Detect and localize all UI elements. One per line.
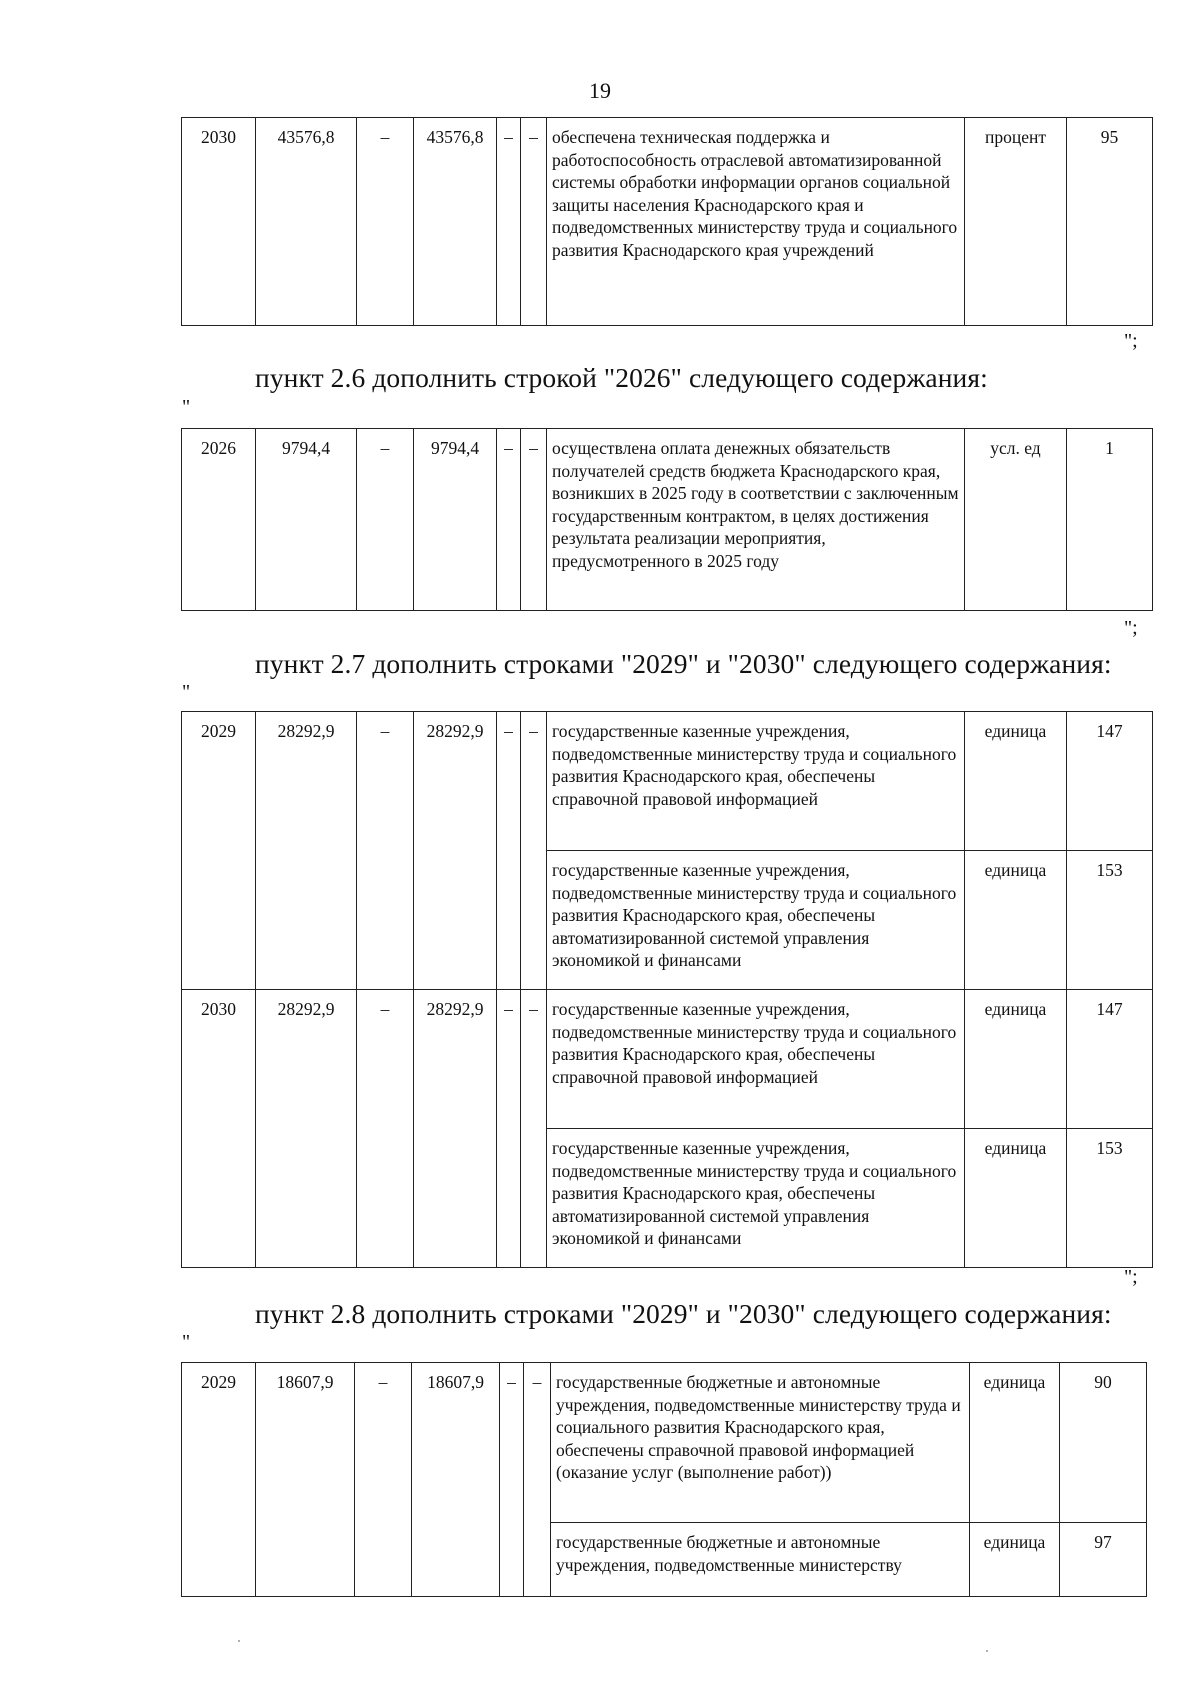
dash-cell: – xyxy=(500,1363,524,1597)
total-cell: 9794,4 xyxy=(256,429,357,611)
dash-cell: – xyxy=(521,712,547,990)
opening-quote: " xyxy=(182,396,191,418)
total-cell: 28292,9 xyxy=(256,990,357,1268)
unit-cell: единица xyxy=(970,1363,1060,1523)
table-row xyxy=(182,712,1153,851)
table-continuation xyxy=(181,117,1153,326)
result-description: государственные казенные учреждения, подведомственные министерству труда и социального развития Краснодарского края, обеспечены справочной правовой информацией xyxy=(547,712,965,851)
amendment-heading-2-6: пункт 2.6 дополнить строкой "2026" следующего содержания: xyxy=(255,362,988,393)
table-2-6 xyxy=(181,428,1153,611)
dash-cell: – xyxy=(497,429,521,611)
closing-quote: "; xyxy=(1124,330,1138,352)
amount-cell: 43576,8 xyxy=(414,118,497,326)
dash-cell: – xyxy=(521,429,547,611)
value-cell: 95 xyxy=(1067,118,1153,326)
result-description: государственные бюджетные и автономные учреждения, подведомственные министерству труда и социального развития Краснодарского края, обеспечены справочной правовой информацией (оказание услуг (выполнение работ)) xyxy=(551,1363,970,1523)
amendment-heading-2-8: пункт 2.8 дополнить строками "2029" и "2030" следующего содержания: xyxy=(255,1298,1112,1329)
amendment-heading-2-7: пункт 2.7 дополнить строками "2029" и "2030" следующего содержания: xyxy=(255,648,1112,679)
value-cell: 1 xyxy=(1067,429,1153,611)
table-2-8 xyxy=(181,1362,1147,1597)
opening-quote: " xyxy=(182,681,191,703)
dash-cell: – xyxy=(355,1363,412,1597)
total-cell: 18607,9 xyxy=(256,1363,355,1597)
dash-cell: – xyxy=(521,990,547,1268)
amount-cell: 28292,9 xyxy=(414,712,497,990)
year-cell: 2026 xyxy=(182,429,256,611)
dash-cell: – xyxy=(497,712,521,990)
unit-cell: процент xyxy=(965,118,1067,326)
dash-cell: – xyxy=(357,118,414,326)
unit-cell: единица xyxy=(970,1523,1060,1597)
dash-cell: – xyxy=(357,712,414,990)
closing-quote: "; xyxy=(1124,1266,1138,1288)
result-description: осуществлена оплата денежных обязательств получателей средств бюджета Краснодарского края, возникших в 2025 году в соответствии с заключенным государственным контрактом, в целях достижения результата реализации мероприятия, предусмотренного в 2025 году xyxy=(547,429,965,611)
value-cell: 147 xyxy=(1067,990,1153,1129)
year-cell: 2029 xyxy=(182,712,256,990)
amount-cell: 9794,4 xyxy=(414,429,497,611)
table-2-7 xyxy=(181,711,1153,1268)
year-cell: 2030 xyxy=(182,118,256,326)
total-cell: 28292,9 xyxy=(256,712,357,990)
result-description: государственные казенные учреждения, подведомственные министерству труда и социального развития Краснодарского края, обеспечены справочной правовой информацией xyxy=(547,990,965,1129)
year-cell: 2029 xyxy=(182,1363,256,1597)
unit-cell: единица xyxy=(965,712,1067,851)
page-number: 19 xyxy=(589,78,611,103)
closing-quote: "; xyxy=(1124,617,1138,639)
table-row xyxy=(182,990,1153,1129)
amount-cell: 28292,9 xyxy=(414,990,497,1268)
dash-cell: – xyxy=(357,990,414,1268)
amount-cell: 18607,9 xyxy=(412,1363,500,1597)
table-row xyxy=(182,1363,1147,1523)
result-description: государственные казенные учреждения, подведомственные министерству труда и социального развития Краснодарского края, обеспечены автоматизированной системой управления экономикой и финансами xyxy=(547,851,965,990)
table-row xyxy=(182,118,1153,326)
value-cell: 153 xyxy=(1067,1129,1153,1268)
unit-cell: усл. ед xyxy=(965,429,1067,611)
scan-speck xyxy=(986,1650,988,1652)
dash-cell: – xyxy=(497,990,521,1268)
value-cell: 97 xyxy=(1060,1523,1147,1597)
result-description: государственные бюджетные и автономные учреждения, подведомственные министерству xyxy=(551,1523,970,1597)
year-cell: 2030 xyxy=(182,990,256,1268)
dash-cell: – xyxy=(357,429,414,611)
result-description: обеспечена техническая поддержка и работоспособность отраслевой автоматизированной системы обработки информации органов социальной защиты населения Краснодарского края и подведомственных министерству труда и социального развития Краснодарского края учреждений xyxy=(547,118,965,326)
value-cell: 153 xyxy=(1067,851,1153,990)
scan-speck xyxy=(238,1640,240,1642)
result-description: государственные казенные учреждения, подведомственные министерству труда и социального развития Краснодарского края, обеспечены автоматизированной системой управления экономикой и финансами xyxy=(547,1129,965,1268)
unit-cell: единица xyxy=(965,1129,1067,1268)
dash-cell: – xyxy=(497,118,521,326)
table-row xyxy=(182,429,1153,611)
dash-cell: – xyxy=(524,1363,551,1597)
opening-quote: " xyxy=(182,1331,191,1353)
value-cell: 147 xyxy=(1067,712,1153,851)
unit-cell: единица xyxy=(965,851,1067,990)
value-cell: 90 xyxy=(1060,1363,1147,1523)
dash-cell: – xyxy=(521,118,547,326)
total-cell: 43576,8 xyxy=(256,118,357,326)
unit-cell: единица xyxy=(965,990,1067,1129)
